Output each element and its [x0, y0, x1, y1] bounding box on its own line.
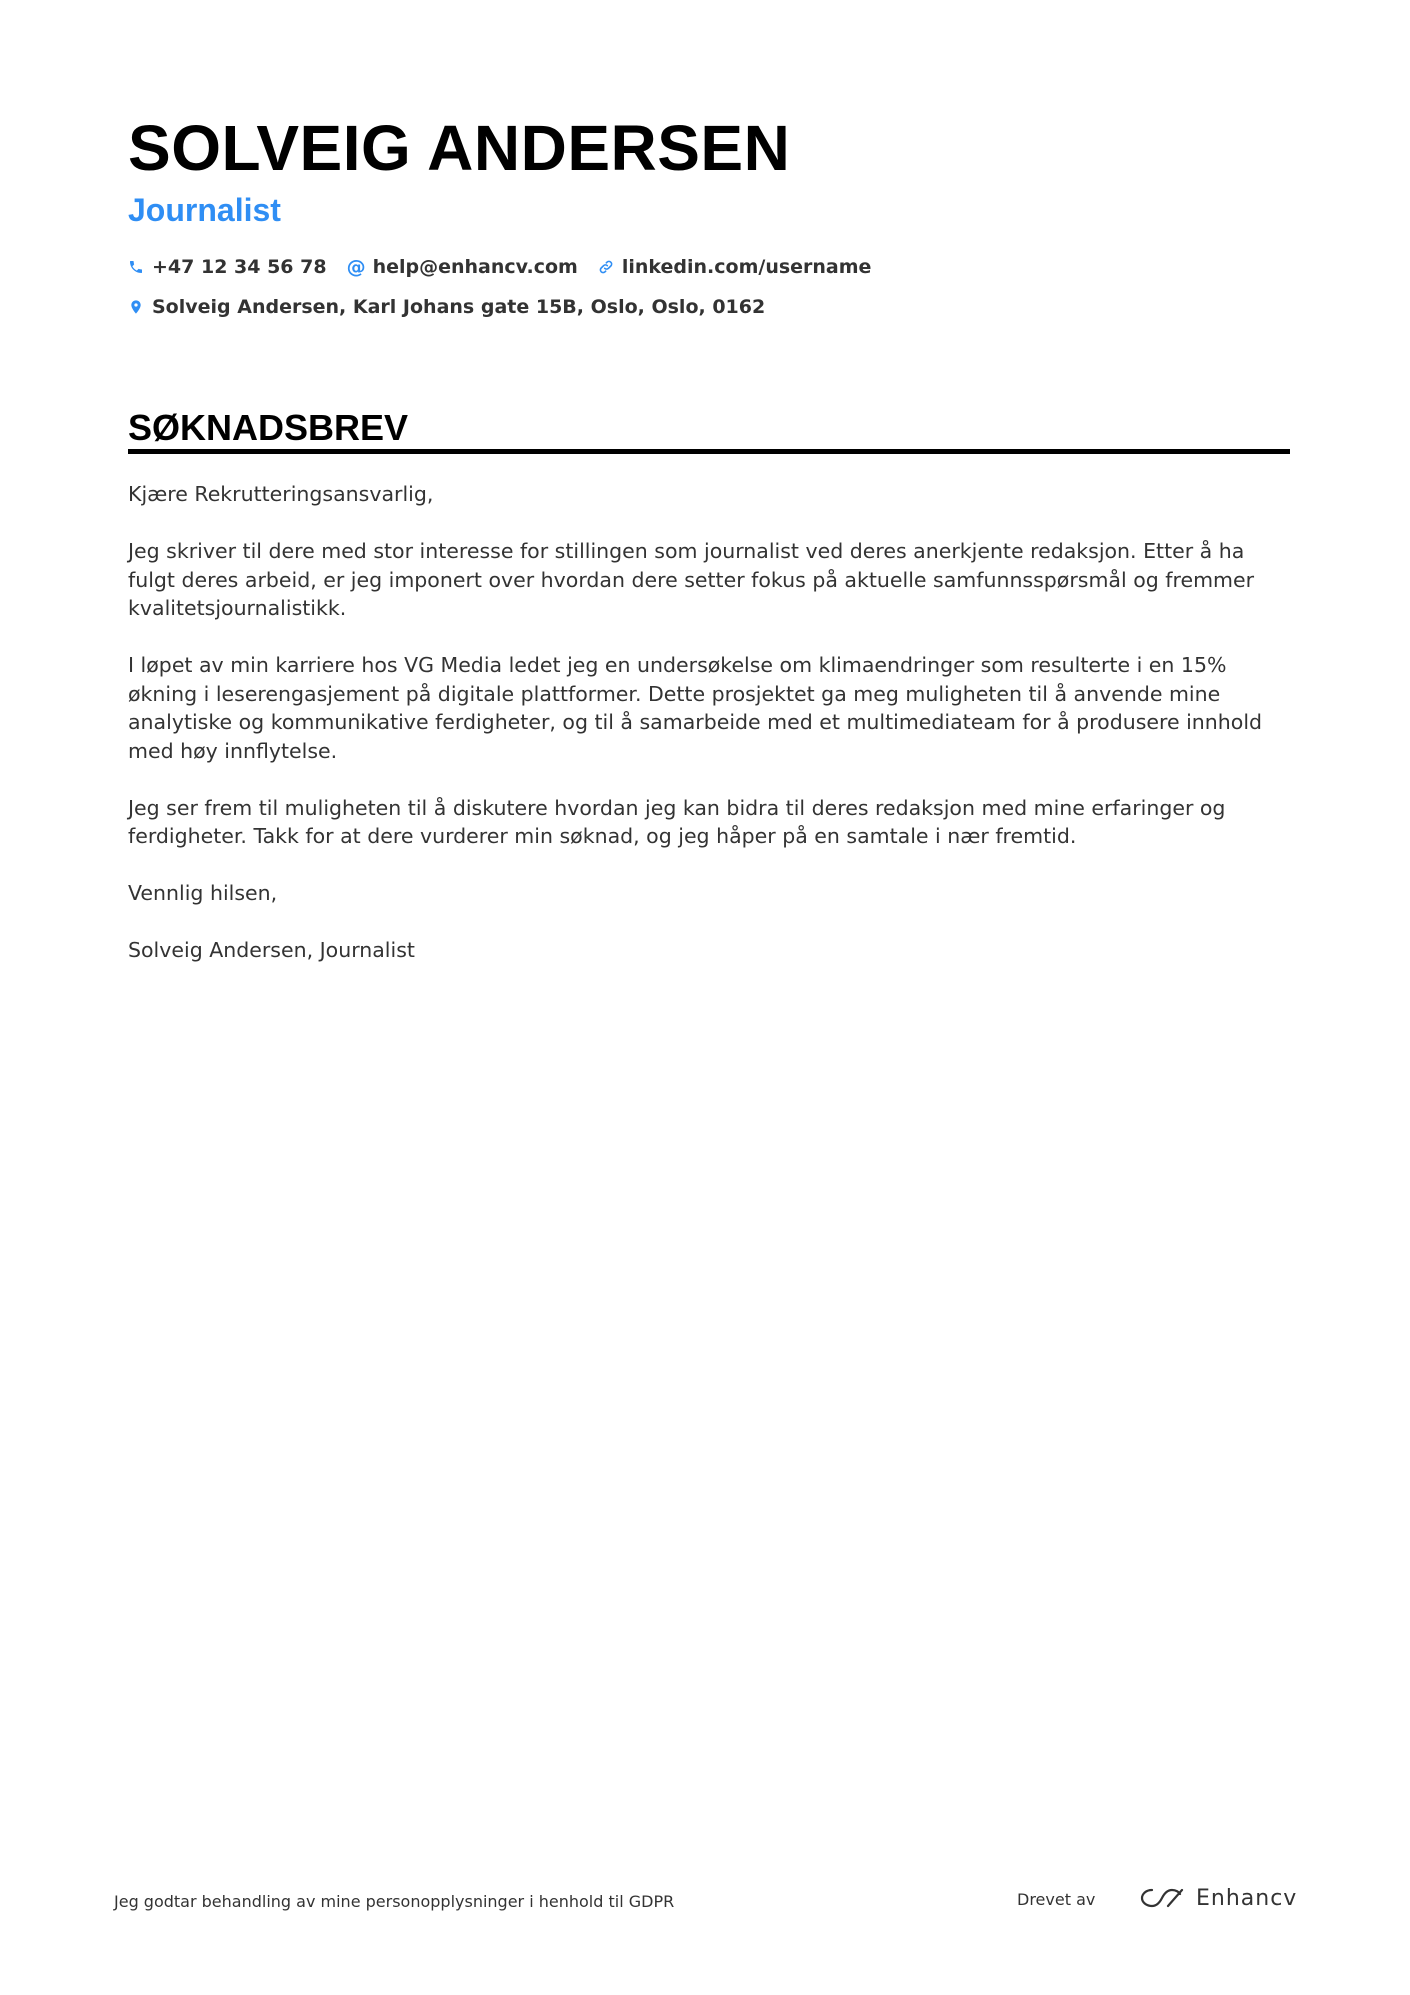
section-title: SØKNADSBREV [128, 407, 409, 448]
linkedin-url[interactable]: linkedin.com/username [621, 256, 872, 278]
letter-paragraph-1: Jeg skriver til dere med stor interesse for stillingen som journalist ved deres anerkjente redaksjon. Etter å ha fulgt deres arbeid, er jeg imponert over hvordan dere setter fokus på aktuelle samfunnsspørsmål og fremmer kvalitetsjournalistikk. [128, 539, 1255, 620]
contact-row-address [128, 292, 785, 322]
gdpr-consent-text: Jeg godtar behandling av mine personopplysninger i henhold til GDPR [114, 1892, 675, 1911]
letter-body [128, 480, 1290, 993]
link-icon [598, 259, 614, 275]
address-text: Solveig Andersen, Karl Johans gate 15B, Oslo, Oslo, 0162 [152, 296, 766, 318]
phone-number: +47 12 34 56 78 [152, 256, 327, 278]
letter-greeting: Kjære Rekrutteringsansvarlig, [128, 482, 434, 506]
letter-signature: Solveig Andersen, Journalist [128, 938, 415, 962]
contact-address [128, 296, 765, 318]
enhancv-logo[interactable] [1138, 1884, 1297, 1912]
contact-row-primary [128, 252, 891, 282]
email-address[interactable]: help@enhancv.com [372, 256, 578, 278]
enhancv-logo-text: Enhancv [1196, 1885, 1298, 1911]
contact-linkedin [598, 256, 872, 278]
enhancv-logo-icon [1138, 1884, 1186, 1912]
section-divider [128, 449, 1290, 454]
location-pin-icon [128, 299, 144, 315]
at-icon: @ [346, 255, 366, 278]
letter-paragraph-3: Jeg ser frem til muligheten til å diskutere hvordan jeg kan bidra til deres redaksjon med mine erfaringer og ferdigheter. Takk for at dere vurderer min søknad, og jeg håper på en samtale i nær fremtid. [128, 795, 1226, 848]
phone-icon [128, 259, 144, 275]
candidate-name: SOLVEIG ANDERSEN [128, 112, 791, 184]
contact-phone [128, 256, 327, 278]
powered-by-label: Drevet av [1017, 1890, 1096, 1909]
letter-paragraph-2: I løpet av min karriere hos VG Media ledet jeg en undersøkelse om klimaendringer som resulterte i en 15% økning i leserengasjement på digitale plattformer. Dette prosjektet ga meg muligheten til å anvende mine analytiske og kommunikative ferdigheter, og til å samarbeide med et multimediateam for å produsere innhold med høy innflytelse. [128, 653, 1263, 763]
letter-closing: Vennlig hilsen, [128, 881, 278, 905]
job-title: Journalist [128, 192, 281, 228]
contact-email [347, 256, 578, 278]
